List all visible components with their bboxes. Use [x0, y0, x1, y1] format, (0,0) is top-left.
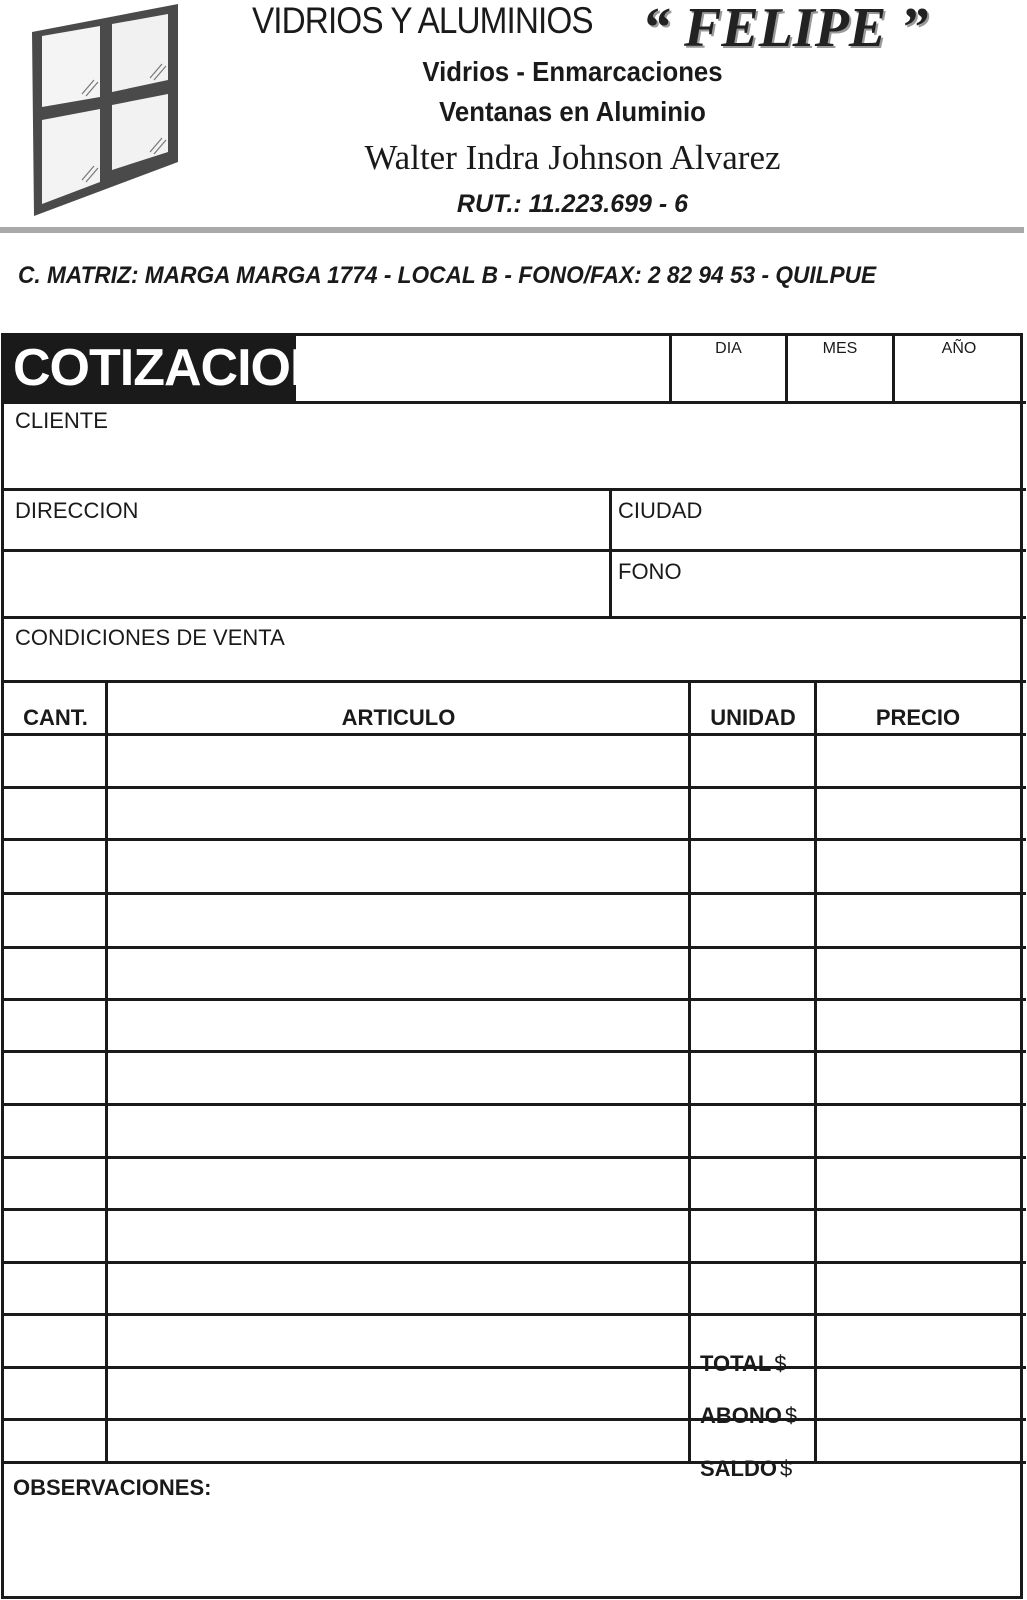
- brand-title: [252, 0, 929, 59]
- col-price-header: PRECIO: [875, 705, 961, 730]
- tagline-2: Ventanas en Aluminio: [439, 96, 706, 127]
- brand-prefix: VIDRIOS Y ALUMINIOS: [252, 0, 593, 41]
- col-qty-header: CANT.: [23, 705, 88, 730]
- balance-label: SALDO $: [700, 1456, 793, 1481]
- date-month-label: MES: [822, 340, 858, 357]
- balance-currency: $: [780, 1456, 793, 1481]
- owner-name: Walter Indra Johnson Alvarez: [364, 138, 781, 177]
- phone-label: FONO: [618, 559, 682, 584]
- header-divider: [0, 227, 1024, 233]
- date-year-label: AÑO: [941, 340, 977, 357]
- col-article-header: ARTICULO: [341, 705, 456, 730]
- tagline-1: Vidrios - Enmarcaciones: [422, 56, 723, 87]
- observations-field[interactable]: [4, 1504, 1020, 1596]
- city-label: CIUDAD: [618, 498, 703, 523]
- address-field[interactable]: [4, 526, 607, 616]
- brand-name: “ FELIPE ”: [642, 0, 929, 59]
- deposit-currency: $: [784, 1403, 798, 1428]
- date-month-field[interactable]: [788, 360, 892, 401]
- business-address: C. MATRIZ: MARGA MARGA 1774 - LOCAL B - FONO/FAX: 2 82 94 53 - QUILPUE: [18, 262, 877, 289]
- address-label: DIRECCION: [15, 498, 139, 523]
- form-title: COTIZACION: [4, 336, 296, 401]
- window-icon: [30, 2, 186, 218]
- sale-conditions-label: CONDICIONES DE VENTA: [15, 625, 285, 650]
- date-day-field[interactable]: [672, 360, 785, 401]
- deposit-label: ABONO $: [700, 1403, 798, 1428]
- sale-conditions-field[interactable]: [4, 651, 1020, 679]
- observations-label: OBSERVACIONES:: [13, 1475, 212, 1500]
- quotation-form: [1, 333, 1023, 1599]
- items-table-body[interactable]: [4, 736, 1020, 1461]
- phone-field[interactable]: [704, 554, 1020, 616]
- client-label: CLIENTE: [15, 408, 108, 433]
- date-year-field[interactable]: [895, 360, 1023, 401]
- client-field[interactable]: [4, 436, 1020, 486]
- total-label: TOTAL $: [700, 1351, 787, 1376]
- city-field[interactable]: [612, 526, 1020, 548]
- total-currency: $: [774, 1351, 787, 1376]
- col-unit-header: UNIDAD: [710, 705, 796, 730]
- rut-number: RUT.: 11.223.699 - 6: [456, 190, 689, 218]
- date-day-label: DIA: [715, 340, 742, 357]
